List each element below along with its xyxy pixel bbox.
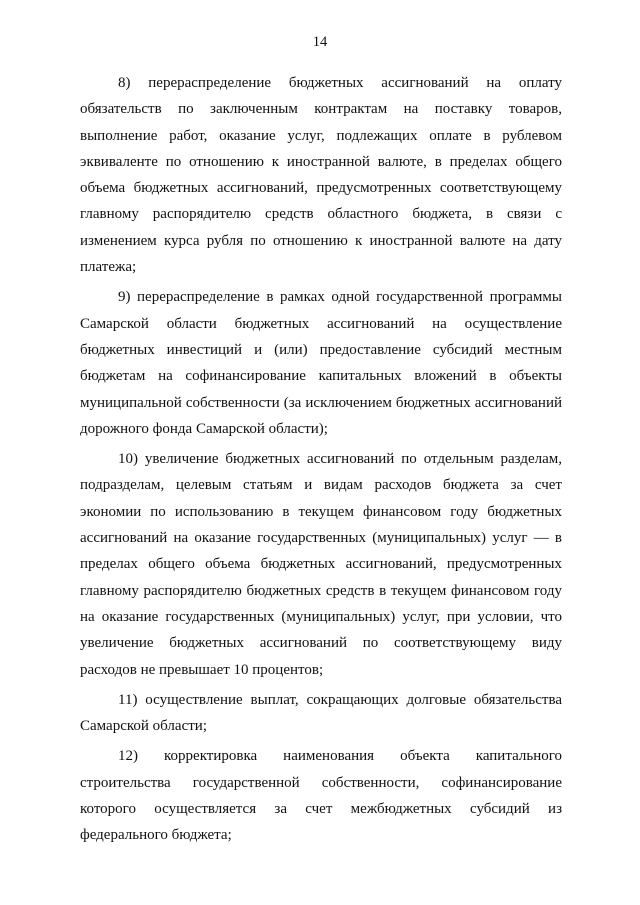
paragraph-item-10: 10) увеличение бюджетных ассигнований по отдельным разделам, подразделам, целевым статьям и видам расходов бюджета за счет экономии по использованию в текущем финансовом году бюджетных ассигнований на оказание государственных (муниципальных) услуг — в пределах общего объема бюджетных ассигнований, предусмотренных главному распорядителю бюджетных средств в текущем финансовом году на оказание государственных (муниципальных) услуг, при условии, что увеличение бюджетных ассигнований по соответствующему виду расходов не превышает 10 процентов; [80,451,562,678]
document-body [80,70,562,853]
paragraph-item-9: 9) перераспределение в рамках одной государственной программы Самарской области бюджетных ассигнований на осуществление бюджетных инвестиций и (или) предоставление субсидий местным бюджетам на софинансирование капитальных вложений в объекты муниципальной собственности (за исключением бюджетных ассигнований дорожного фонда Самарской области); [80,289,562,437]
paragraph-item-12: 12) корректировка наименования объекта капитального строительства государственной собственности, софинансирование которого осуществляется за счет межбюджетных субсидий из федерального бюджета; [80,748,562,844]
paragraph-item-8: 8) перераспределение бюджетных ассигнований на оплату обязательств по заключенным контрактам на поставку товаров, выполнение работ, оказание услуг, подлежащих оплате в рублевом эквиваленте по отношению к иностранной валюте, в пределах общего объема бюджетных ассигнований, предусмотренных соответствующему главному распорядителю средств областного бюджета, в связи с изменением курса рубля по отношению к иностранной валюте на дату платежа; [80,75,562,276]
paragraph-item-11: 11) осуществление выплат, сокращающих долговые обязательства Самарской области; [80,691,562,735]
page-number: 14 [312,34,328,50]
